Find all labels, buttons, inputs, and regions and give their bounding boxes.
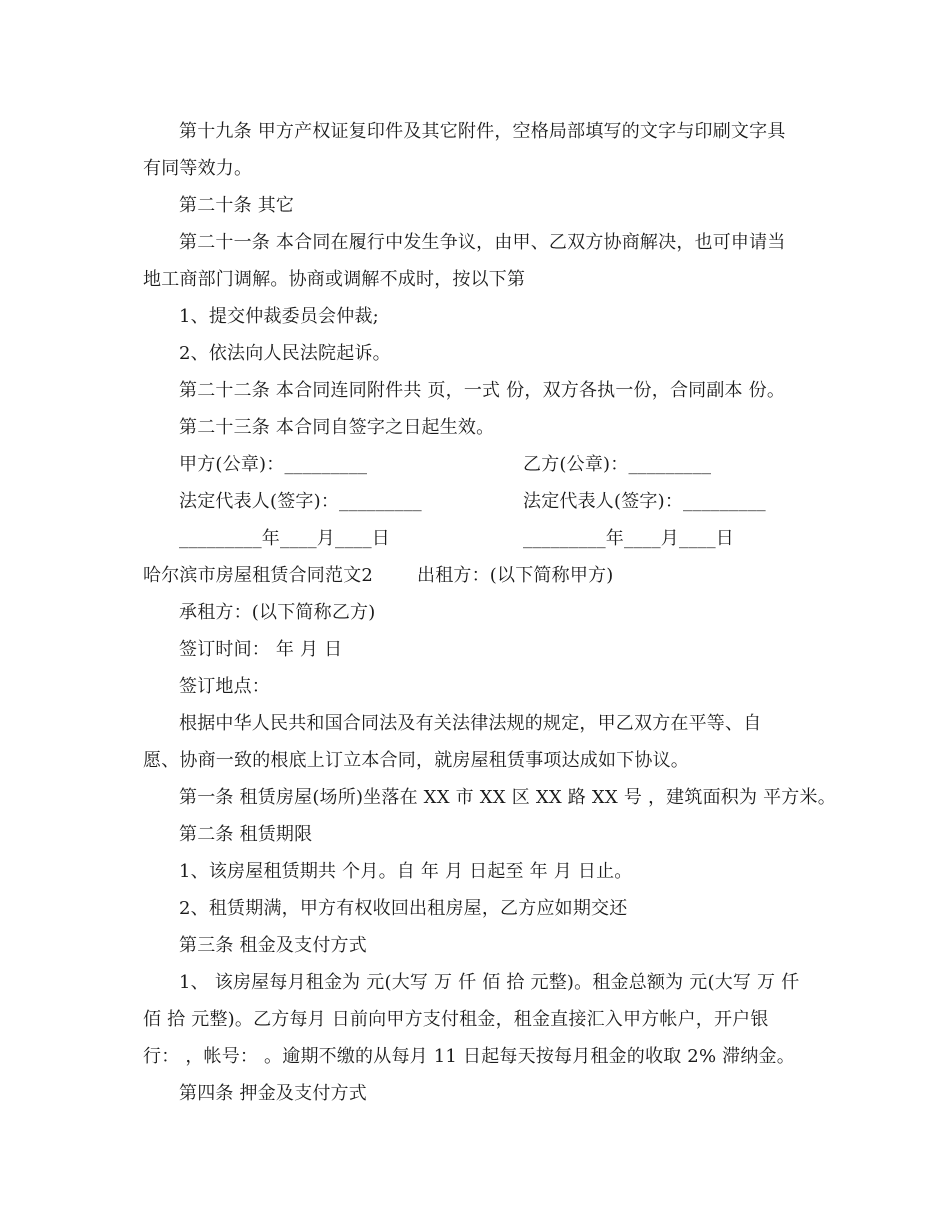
signing-place: 签订地点： xyxy=(179,676,270,697)
clause-21-line-1: 第二十一条 本合同在履行中发生争议，由甲、乙双方协商解决，也可申请当 xyxy=(179,232,786,253)
signing-time: 签订时间： 年 月 日 xyxy=(179,639,343,660)
article-3-line-3: 行： ，帐号： 。逾期不缴的从每月 11 日起每天按每月租金的收取 2% 滞纳金。 xyxy=(143,1046,795,1067)
clause-19-line-2: 有同等效力。 xyxy=(143,158,253,179)
contract-2-heading: 哈尔滨市房屋租赁合同范文2 xyxy=(143,565,374,586)
clause-23: 第二十三条 本合同自签字之日起生效。 xyxy=(179,417,495,438)
article-4-heading: 第四条 押金及支付方式 xyxy=(179,1083,367,1104)
article-3-heading: 第三条 租金及支付方式 xyxy=(179,935,367,956)
preamble-line-2: 愿、协商一致的根底上订立本合同，就房屋租赁事项达成如下协议。 xyxy=(143,750,689,771)
party-b-seal: 乙方(公章)：_________ xyxy=(523,454,712,475)
article-2-item-2: 2、租赁期满，甲方有权收回出租房屋，乙方应如期交还 xyxy=(179,898,628,919)
article-3-line-2: 佰 拾 元整)。乙方每月 日前向甲方支付租金，租金直接汇入甲方帐户，开户银 xyxy=(143,1009,769,1030)
article-2-item-1: 1、该房屋租赁期共 个月。自 年 月 日起至 年 月 日止。 xyxy=(179,861,633,882)
party-a-date: _________年____月____日 xyxy=(179,528,390,549)
clause-20-heading: 第二十条 其它 xyxy=(179,195,295,216)
article-3-line-1: 1、 该房屋每月租金为 元(大写 万 仟 佰 拾 元整)。租金总额为 元(大写 万 仟 xyxy=(179,972,800,993)
lessee-line: 承租方：(以下简称乙方) xyxy=(179,602,376,623)
article-2-heading: 第二条 租赁期限 xyxy=(179,824,313,845)
lessor-line: 出租方：(以下简称甲方) xyxy=(417,565,614,586)
party-a-representative: 法定代表人(签字)：_________ xyxy=(179,491,422,512)
party-b-date: _________年____月____日 xyxy=(523,528,734,549)
preamble-line-1: 根据中华人民共和国合同法及有关法律法规的规定，甲乙双方在平等、自 xyxy=(179,713,762,734)
party-b-representative: 法定代表人(签字)：_________ xyxy=(523,491,766,512)
article-1: 第一条 租赁房屋(场所)坐落在 XX 市 XX 区 XX 路 XX 号 ，建筑面积为 平方米。 xyxy=(179,787,836,808)
party-a-seal: 甲方(公章)：_________ xyxy=(179,454,368,475)
clause-22: 第二十二条 本合同连同附件共 页，一式 份，双方各执一份，合同副本 份。 xyxy=(179,380,786,401)
clause-21-option-2: 2、依法向人民法院起诉。 xyxy=(179,343,391,364)
clause-19-line-1: 第十九条 甲方产权证复印件及其它附件，空格局部填写的文字与印刷文字具 xyxy=(179,121,786,142)
clause-21-line-2: 地工商部门调解。协商或调解不成时，按以下第 xyxy=(143,269,526,290)
clause-21-option-1: 1、提交仲裁委员会仲裁; xyxy=(179,306,379,327)
